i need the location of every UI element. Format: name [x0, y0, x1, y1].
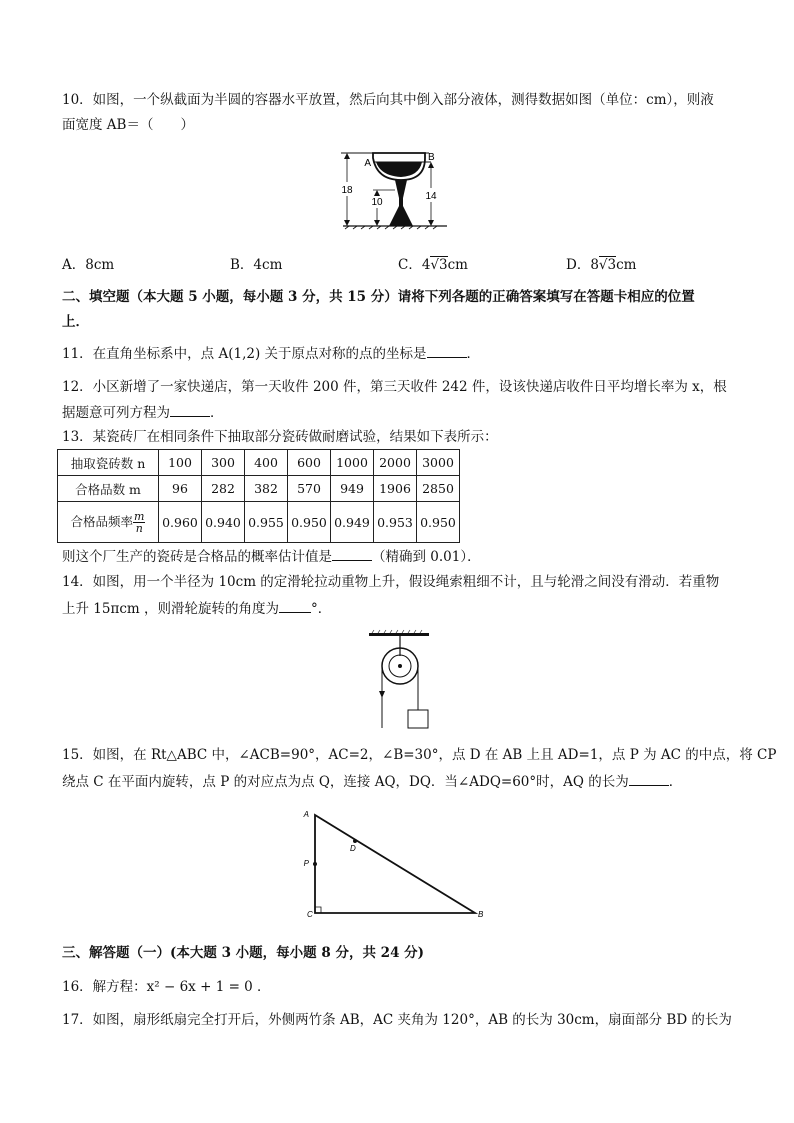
label-a: A — [303, 810, 309, 819]
q13-intro: 13．某瓷砖厂在相同条件下抽取部分瓷砖做耐磨试验，结果如下表所示： — [62, 429, 498, 445]
q10-figure-container — [333, 148, 453, 230]
label-b: B — [428, 152, 435, 163]
q15-text-line1: 15．如图，在 Rt△ABC 中，∠ACB=90°，AC=2，∠B=30°，点 D 在 AB 上且 AD=1，点 P 为 AC 的中点，将 CP — [62, 747, 777, 763]
label-d: D — [350, 844, 356, 853]
row1-header: 抽取瓷砖数 n — [58, 450, 159, 476]
q10-text-line1: 10．如图，一个纵截面为半圆的容器水平放置，然后向其中倒入部分液体，测得数据如图（单位：cm），则液 — [62, 92, 714, 108]
q13-table — [57, 449, 460, 543]
q10-option-c: C．4√3cm — [398, 257, 468, 273]
q10-option-d: D．8√3cm — [566, 257, 637, 273]
label-b: B — [478, 910, 484, 919]
q13-blank — [332, 546, 372, 561]
stem-top — [395, 180, 407, 198]
q12-text-line1: 12．小区新增了一家快递店，第一天收件 200 件，第三天收件 242 件，设该快递店收件日平均增长率为 x，根 — [62, 379, 727, 395]
label-a: A — [364, 158, 371, 169]
q12-blank — [170, 402, 210, 417]
triangle-abc — [315, 815, 475, 913]
q12-text-line2: 据题意可列方程为 ． — [62, 402, 224, 423]
q10-option-a: A．8cm — [62, 257, 115, 273]
table-row: 抽取瓷砖数 n 100 300 400 600 1000 2000 3000 — [58, 450, 460, 476]
q11-text: 11．在直角坐标系中，点 A(1,2) 关于原点对称的点的坐标是 ． — [62, 343, 480, 364]
row2-header: 合格品数 m — [58, 476, 159, 502]
q15-blank — [629, 771, 669, 786]
q10-option-b: B．4cm — [230, 257, 283, 273]
stem-base — [389, 206, 413, 226]
q13-after: 则这个厂生产的瓷砖是合格品的概率估计值是 （精确到 0.01）． — [62, 546, 481, 567]
weight-box — [408, 710, 428, 728]
q15-triangle-figure — [300, 805, 495, 925]
q14-text-line2: 上升 15πcm ，则滑轮旋转的角度为 °． — [62, 598, 331, 619]
label-14: 14 — [425, 191, 437, 202]
q14-pulley-figure — [360, 628, 440, 730]
q14-blank — [279, 598, 311, 613]
q10-text-line2: 面宽度 AB＝（ ） — [62, 117, 194, 133]
label-p: P — [303, 859, 309, 868]
label-10: 10 — [371, 197, 383, 208]
label-c: C — [307, 910, 313, 919]
label-18: 18 — [341, 185, 353, 196]
q11-blank — [427, 343, 467, 358]
q17-text: 17．如图，扇形纸扇完全打开后，外侧两竹条 AB，AC 夹角为 120°，AB 的长为 30cm，扇面部分 BD 的长为 — [62, 1012, 732, 1028]
section2-heading-line2: 上． — [62, 314, 89, 330]
section3-heading: 三、解答题（一）(本大题 3 小题，每小题 8 分，共 24 分) — [62, 945, 425, 961]
table-row: 合格品频率 $\frac{m}{n}$ 0.960 0.940 0.955 0.950 0.949 0.953 0.950 — [58, 502, 460, 543]
arrow-down-icon — [379, 691, 385, 698]
q14-text-line1: 14．如图，用一个半径为 10cm 的定滑轮拉动重物上升，假设绳索粗细不计，且与轮滑之间没有滑动．若重物 — [62, 574, 720, 590]
q15-text-line2: 绕点 C 在平面内旋转，点 P 的对应点为点 Q，连接 AQ，DQ．当∠ADQ=60°时，AQ 的长为 ． — [62, 771, 682, 792]
section2-heading-line1: 二、填空题（本大题 5 小题，每小题 3 分，共 15 分）请将下列各题的正确答案填写在答题卡相应的位置 — [62, 289, 695, 305]
q16-text: 16．解方程：x² − 6x + 1 = 0 ． — [62, 979, 271, 995]
row3-header: 合格品频率 $\frac{m}{n}$ — [58, 502, 159, 543]
table-row: 合格品数 m 96 282 382 570 949 1906 2850 — [58, 476, 460, 502]
